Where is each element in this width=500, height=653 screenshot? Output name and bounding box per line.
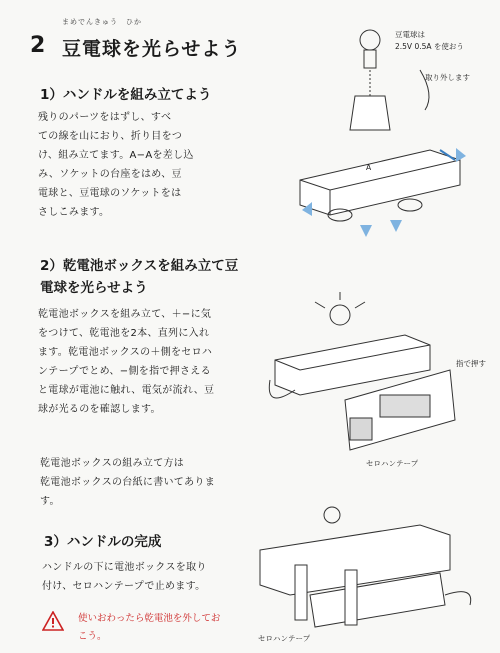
step1-line: け、組み立てます。A−Aを差し込	[38, 150, 194, 161]
step3-body	[42, 558, 257, 596]
step3-line: ハンドルの下に電池ボックスを取り	[42, 562, 207, 573]
step1-line: 残りのパーツをはずし、すべ	[38, 112, 172, 123]
step1-line: 電球と、豆電球のソケットをは	[38, 188, 182, 199]
step2-line: ンテープでとめ、−側を指で押さえる	[38, 366, 211, 377]
step1-line: み、ソケットの台座をはめ、豆	[38, 169, 182, 180]
step1-line: ての線を山におり、折り目をつ	[38, 131, 183, 142]
note-line: 乾電池ボックスの台紙に書いてありま	[40, 477, 215, 488]
warning-line: 使いおわったら乾電池を外してお	[78, 613, 221, 624]
tape-label-2: セロハンテープ	[258, 634, 311, 643]
step2-line: ます。乾電池ボックスの＋側をセロハ	[38, 347, 213, 358]
step2-note	[40, 454, 255, 511]
note-line: す。	[40, 496, 60, 507]
step2-line: 球が光るのを確認します。	[38, 404, 161, 415]
section-title: 豆電球を光らせよう	[62, 38, 242, 60]
step1-line: さしこみます。	[38, 207, 110, 218]
step3-line: 付け、セロハンテープで止めます。	[42, 581, 206, 592]
step2-heading-1: 2）乾電池ボックスを組み立て豆	[40, 258, 239, 274]
step2-line: と電球が電池に触れ、電気が流れ、豆	[38, 385, 215, 396]
completed-handle-illustration	[250, 495, 495, 650]
step2-heading-2: 電球を光らせよう	[40, 280, 148, 296]
remove-label: 取り外します	[425, 73, 470, 82]
step1-heading: 1）ハンドルを組み立てよう	[40, 87, 212, 103]
step2-line: 乾電池ボックスを組み立て、＋−に気	[38, 309, 212, 320]
a-label: A	[366, 163, 372, 172]
step1-body	[38, 108, 248, 222]
warning-text	[78, 610, 220, 646]
note-line: 乾電池ボックスの組み立て方は	[40, 458, 185, 469]
tape-label-1: セロハンテープ	[366, 459, 419, 468]
finger-label: 指で押す	[456, 359, 486, 368]
warning-line: こう。	[78, 631, 107, 642]
warning-icon	[42, 611, 64, 631]
title-ruby: まめでんきゅう ひか	[62, 18, 142, 26]
step2-line: をつけて、乾電池を2本、直列に入れ	[38, 328, 210, 339]
step2-body	[38, 305, 253, 419]
bulb-label: 豆電球は	[395, 30, 425, 39]
section-number: 2	[30, 33, 46, 58]
bulb-spec-label: 2.5V 0.5A を使おう	[395, 42, 464, 51]
step3-heading: 3）ハンドルの完成	[44, 534, 162, 550]
